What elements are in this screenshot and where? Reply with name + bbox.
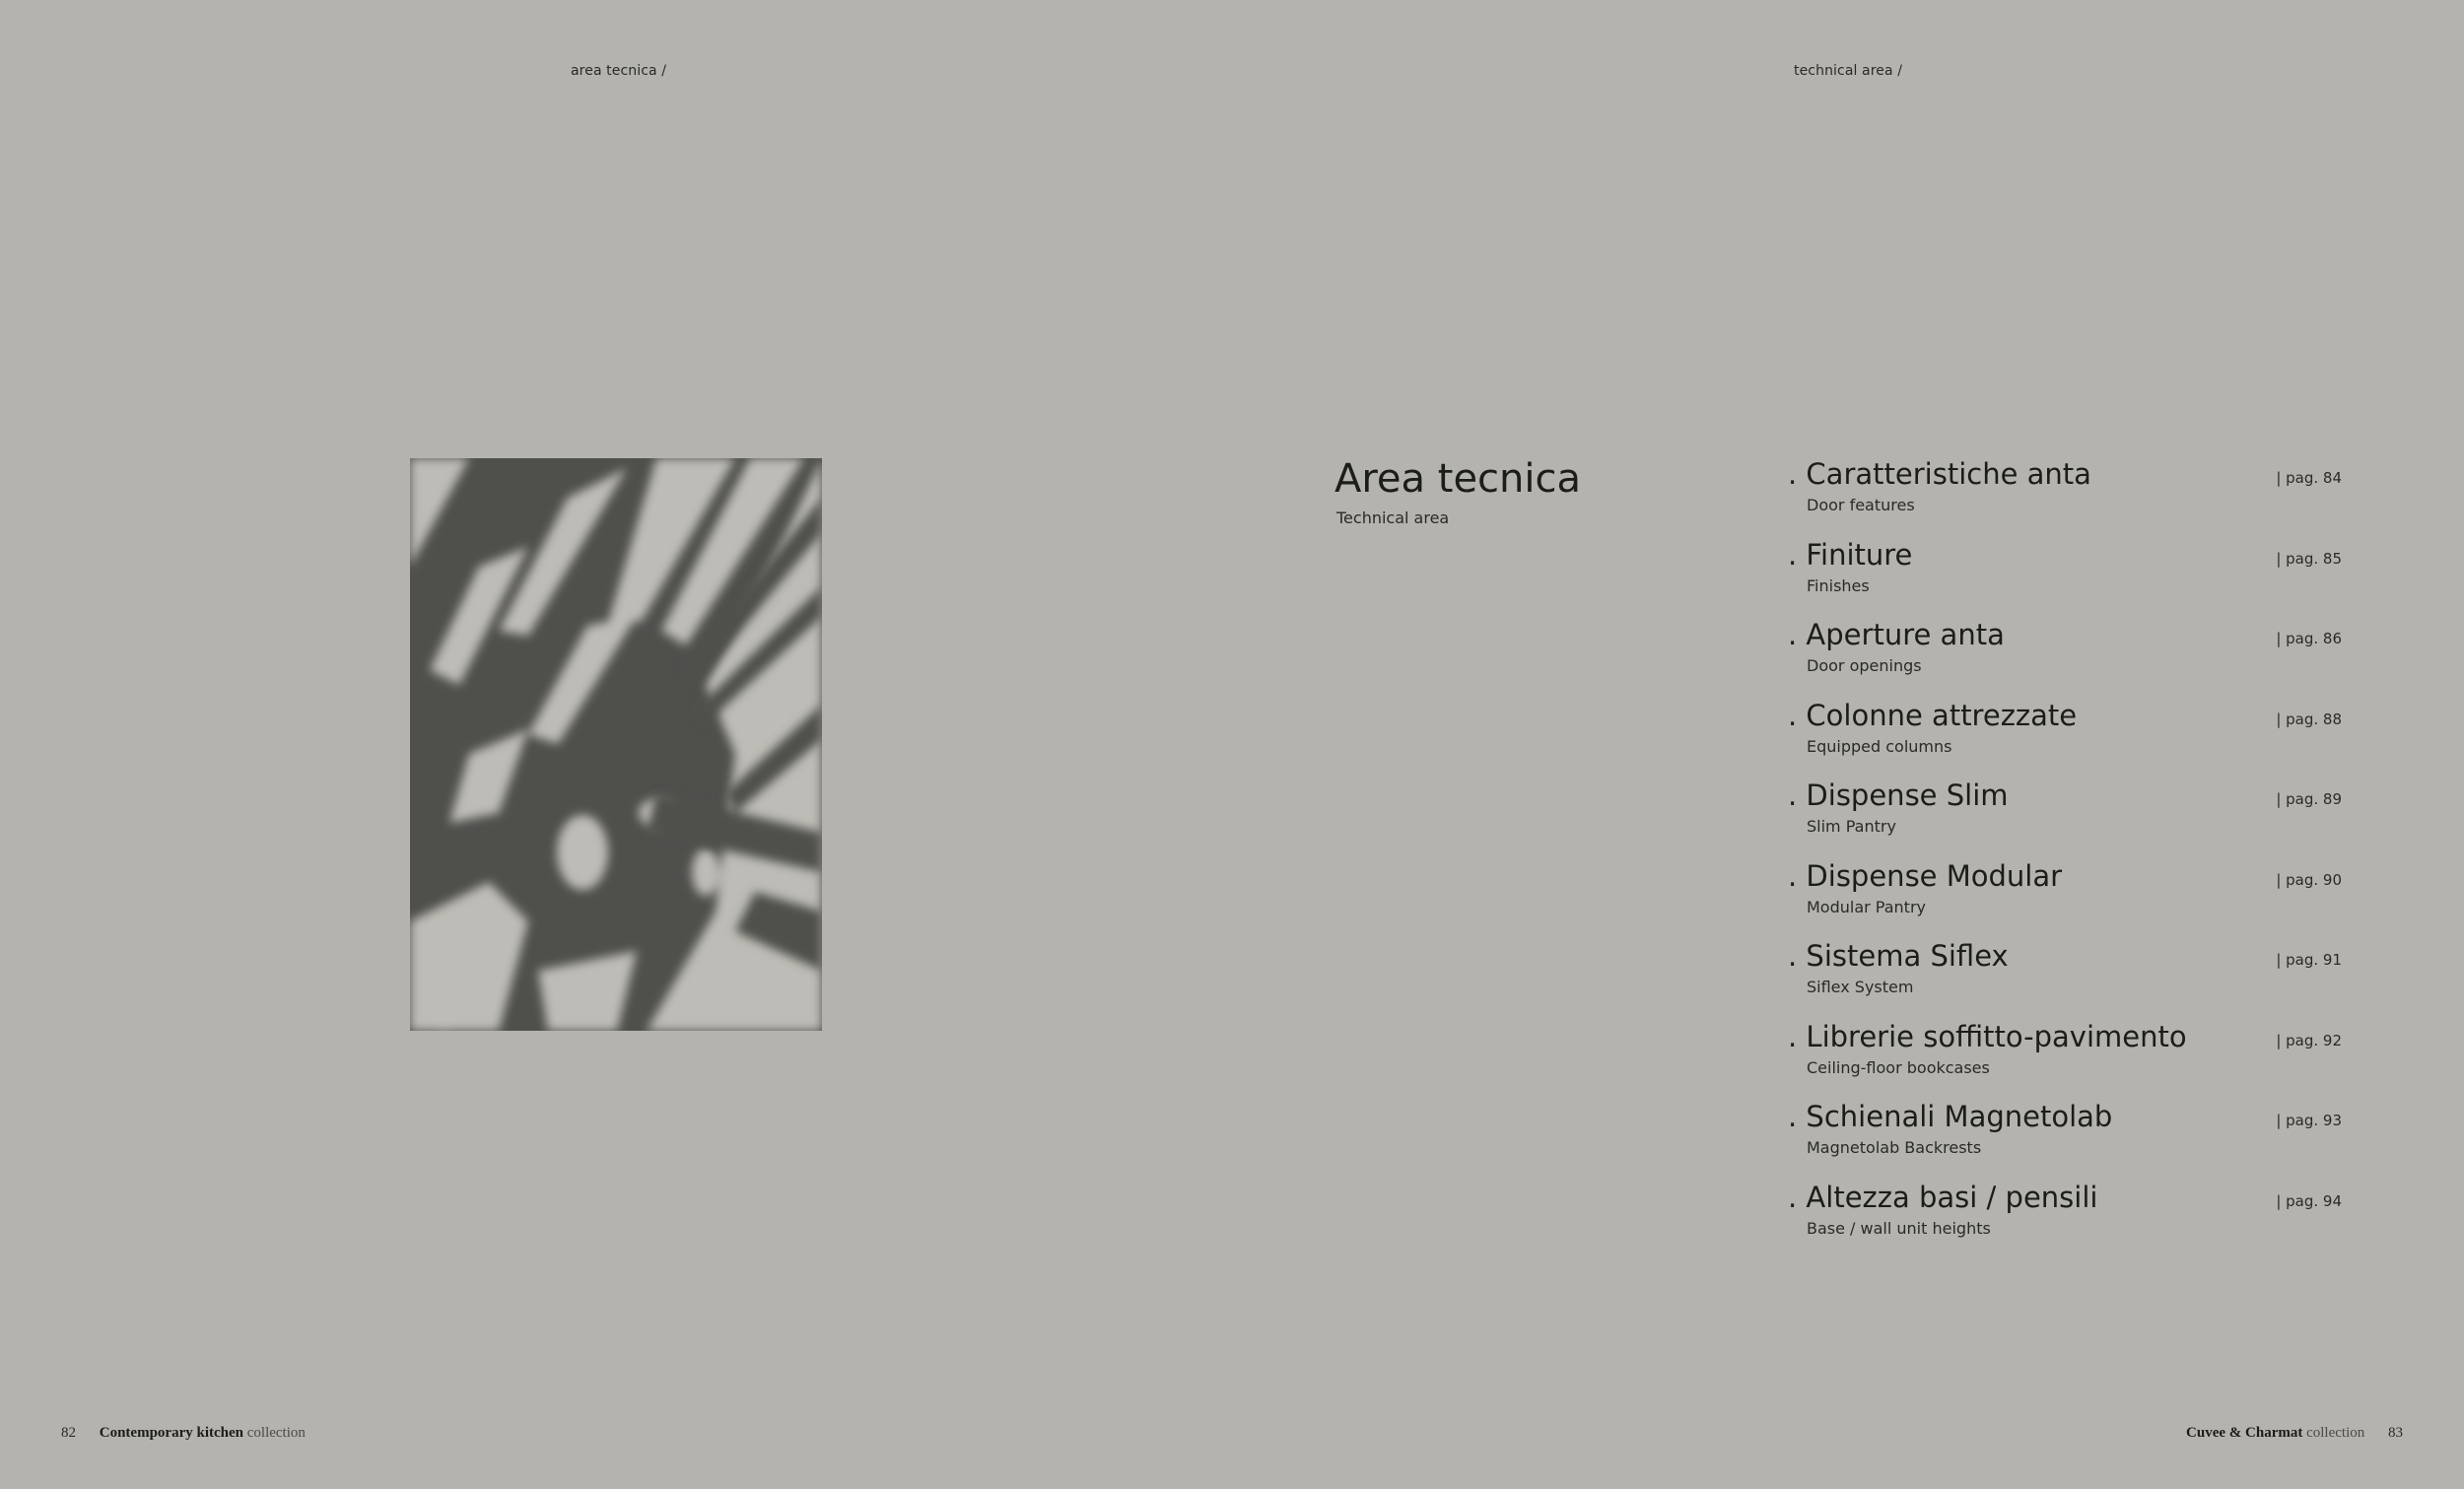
palm-leaf-shadow-photo (410, 458, 822, 1031)
toc-item-altezza-basi-pensili[interactable] (1788, 1180, 2342, 1263)
toc-item-page: | pag. 94 (2276, 1191, 2342, 1210)
toc-item-title: . Aperture anta (1788, 618, 2005, 651)
toc-item-title: . Sistema Siflex (1788, 939, 2009, 973)
toc-item-subtitle: Door openings (1807, 656, 1922, 675)
toc-item-colonne-attrezzate[interactable] (1788, 698, 2342, 781)
collection-label-right: collection (2306, 1425, 2365, 1441)
toc-item-aperture-anta[interactable] (1788, 620, 2342, 701)
toc-item-dispense-modular[interactable] (1788, 858, 2342, 942)
toc-item-schienali-magnetolab[interactable] (1788, 1102, 2342, 1183)
toc-item-page: | pag. 88 (2276, 710, 2342, 728)
toc-item-page: | pag. 84 (2276, 469, 2342, 487)
footer-left (61, 1425, 306, 1442)
toc-item-subtitle: Finishes (1807, 575, 1870, 595)
toc-item-page: | pag. 85 (2276, 549, 2342, 568)
toc-item-title: . Caratteristiche anta (1788, 457, 2091, 491)
breadcrumb-right: technical area / (1794, 63, 1903, 79)
toc-item-title: . Dispense Modular (1788, 858, 2063, 893)
toc-item-finiture[interactable] (1788, 537, 2342, 621)
toc-item-title: . Altezza basi / pensili (1788, 1180, 2098, 1214)
toc-item-page: | pag. 89 (2276, 790, 2342, 808)
toc-item-caratteristiche-anta[interactable] (1788, 459, 2342, 540)
toc-item-subtitle: Slim Pantry (1807, 817, 1896, 836)
toc-item-subtitle: Equipped columns (1807, 736, 1952, 756)
collection-name-left: Contemporary kitchen (99, 1425, 243, 1441)
toc-item-title: . Schienali Magnetolab (1788, 1100, 2113, 1133)
toc-item-subtitle: Siflex System (1807, 978, 1914, 996)
toc-item-dispense-slim[interactable] (1788, 780, 2342, 861)
toc-item-title: . Finiture (1788, 537, 1913, 572)
page-number-right: 83 (2388, 1425, 2403, 1441)
toc-item-subtitle: Modular Pantry (1807, 897, 1926, 916)
toc-item-page: | pag. 93 (2276, 1112, 2342, 1129)
section-subtitle: Technical area (1336, 508, 1450, 527)
toc-item-page: | pag. 90 (2276, 870, 2342, 889)
toc-item-page: | pag. 86 (2276, 630, 2342, 647)
toc-item-librerie-soffitto-pavimento[interactable] (1788, 1019, 2342, 1103)
toc-item-sistema-siflex[interactable] (1788, 941, 2342, 1022)
breadcrumb-left: area tecnica / (571, 63, 667, 79)
toc-item-subtitle: Ceiling-floor bookcases (1807, 1057, 1990, 1077)
collection-name-right: Cuvee & Charmat (2186, 1425, 2303, 1441)
toc-item-page: | pag. 91 (2276, 951, 2342, 969)
section-title: Area tecnica (1335, 456, 1582, 502)
toc-item-subtitle: Magnetolab Backrests (1807, 1138, 1982, 1157)
toc-item-title: . Dispense Slim (1788, 778, 2009, 812)
toc-item-subtitle: Door features (1807, 496, 1915, 514)
table-of-contents (1788, 459, 2342, 1262)
toc-item-title: . Colonne attrezzate (1788, 698, 2078, 732)
collection-label-left: collection (246, 1425, 306, 1441)
page-number-left: 82 (61, 1425, 76, 1441)
toc-item-subtitle: Base / wall unit heights (1807, 1218, 1991, 1238)
toc-item-page: | pag. 92 (2276, 1031, 2342, 1049)
footer-right (2186, 1425, 2403, 1442)
toc-item-title: . Librerie soffitto-pavimento (1788, 1019, 2187, 1053)
